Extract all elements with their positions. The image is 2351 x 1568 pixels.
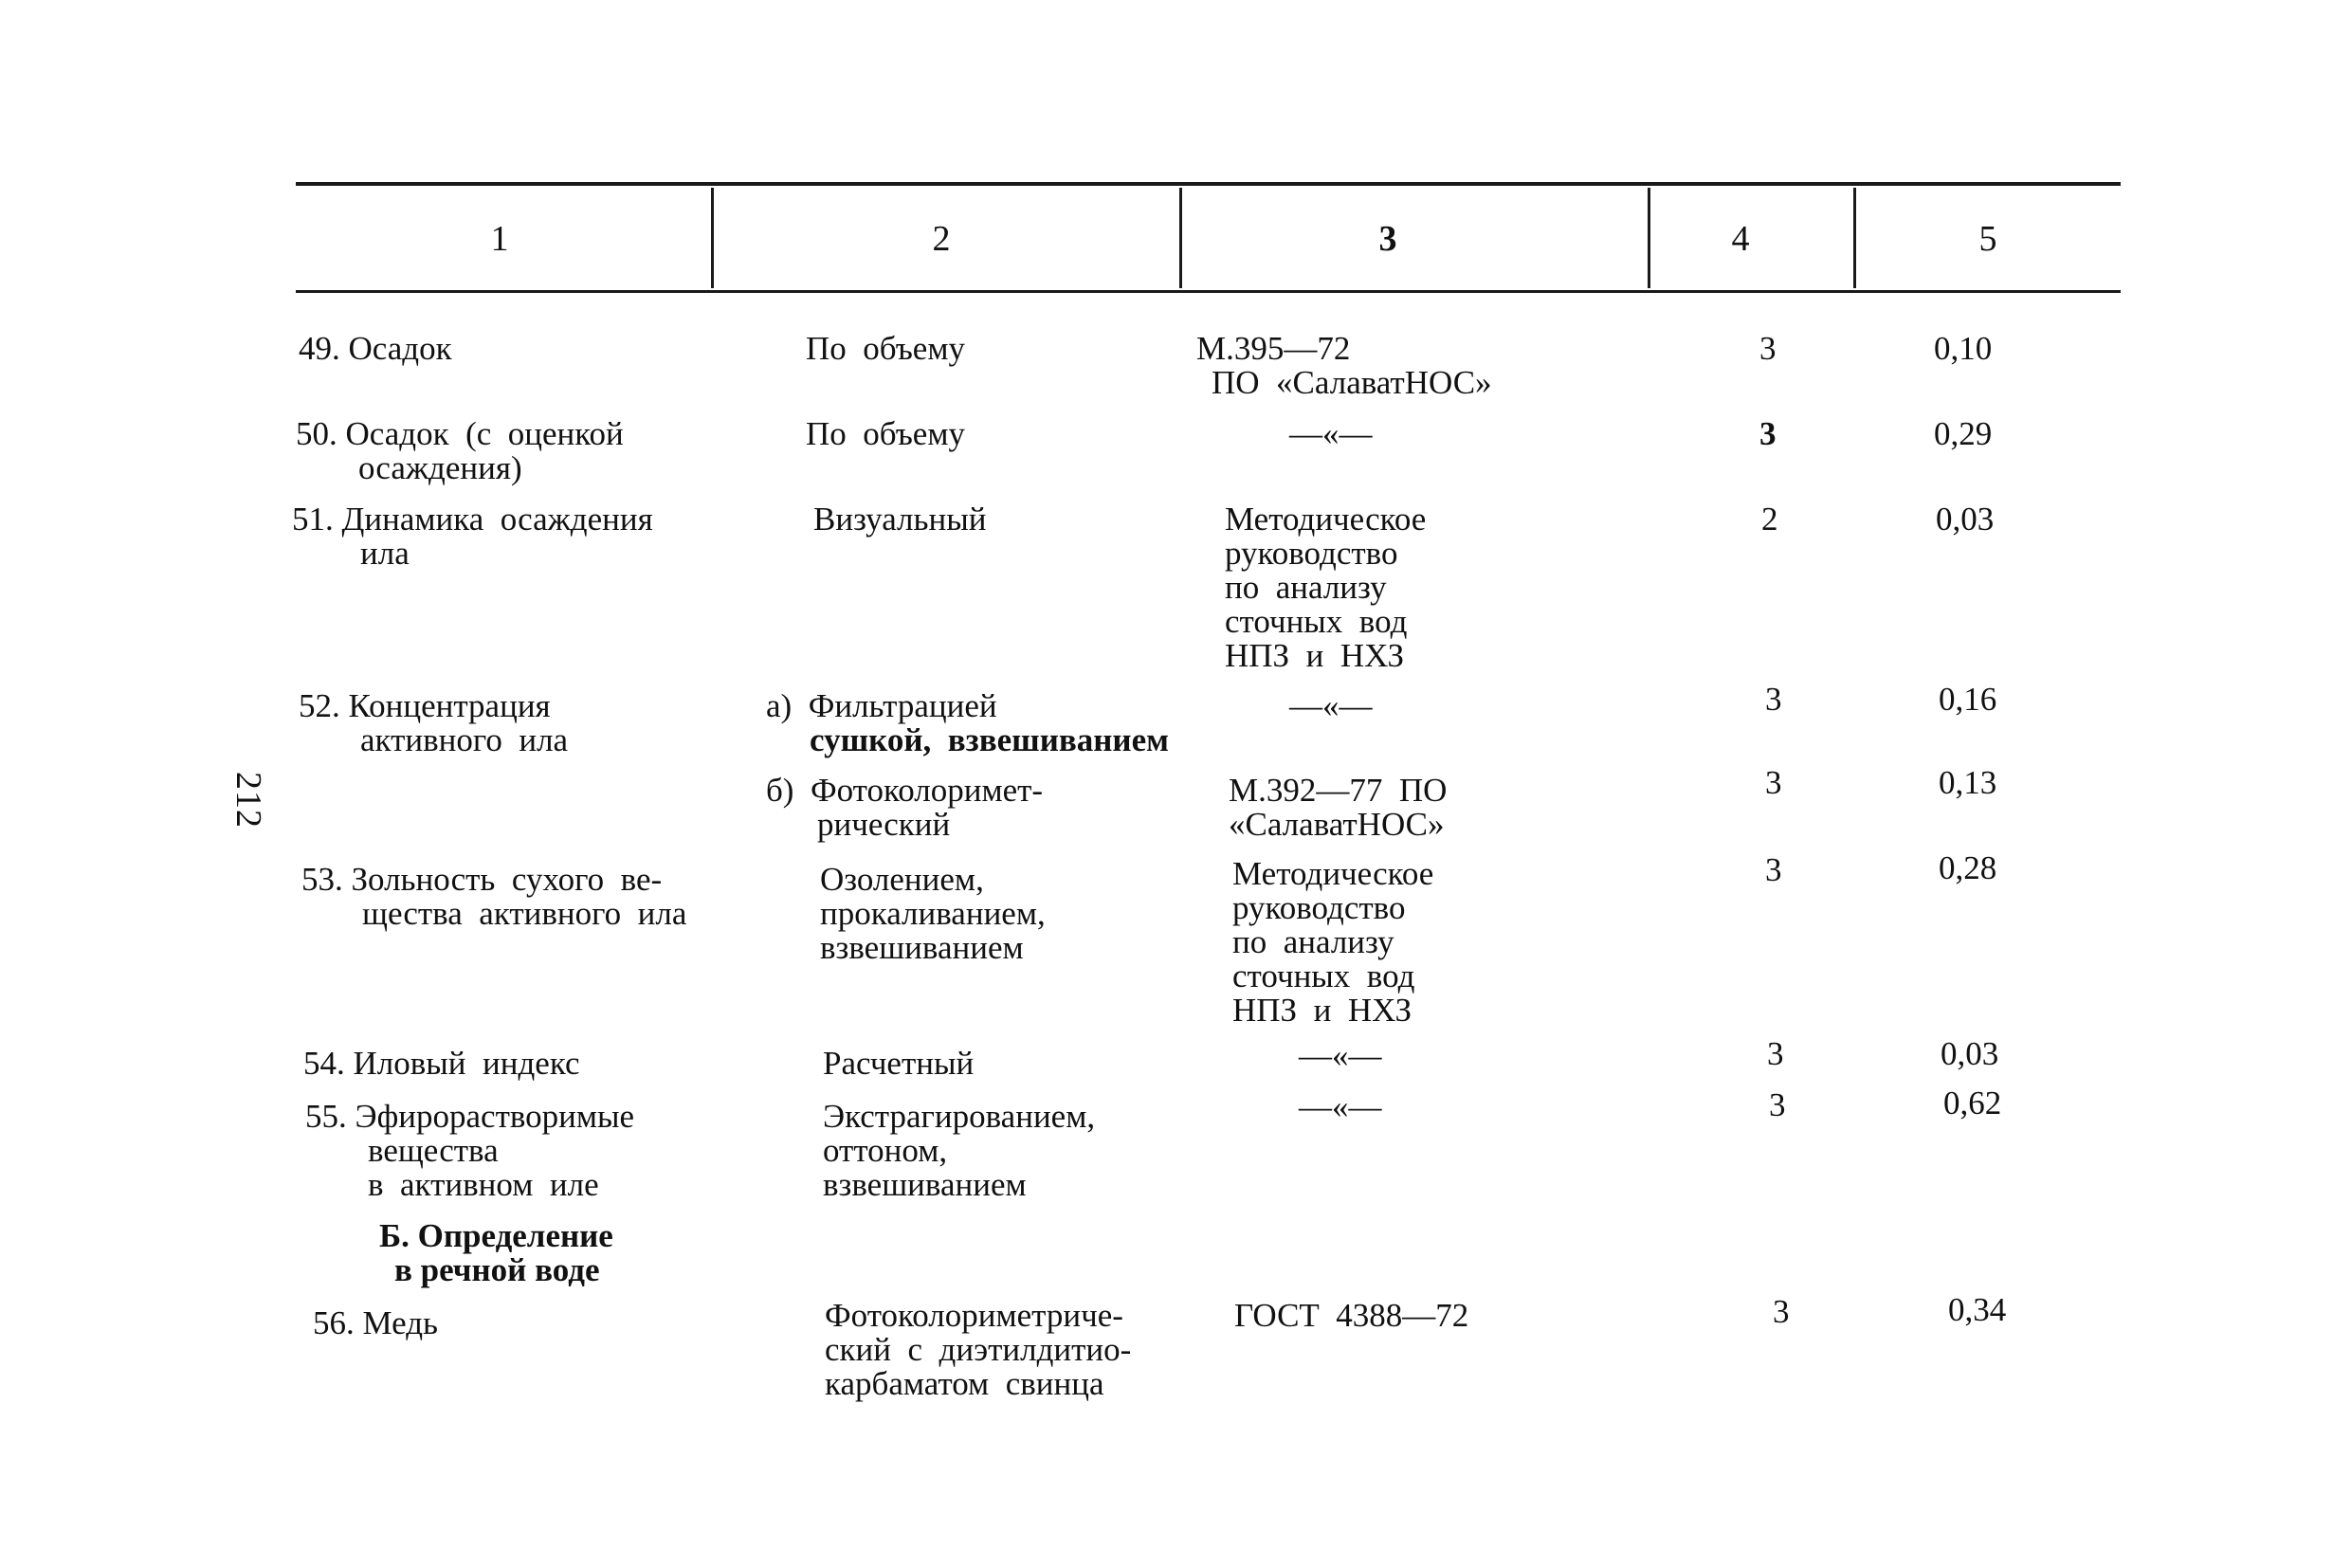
row-document: —«— [1289,415,1373,452]
row-col5: 0,16 [1939,681,1997,718]
row-col5: 0,03 [1936,501,1995,538]
column-divider [1853,188,1856,288]
column-divider [711,188,714,288]
row-document: НПЗ и НХЗ [1232,992,1412,1029]
row-method: ский с диэтилдитио- [825,1331,1132,1368]
row-col4: 3 [1759,415,1777,452]
row-document: —«— [1299,1088,1382,1125]
column-divider [1179,188,1182,288]
row-document: М.392—77 ПО [1229,772,1448,809]
row-document: Методическое [1232,855,1434,892]
row-method: оттоном, [823,1132,948,1169]
table-header-rule [296,290,2121,293]
row-method: Фотоколориметриче- [825,1297,1123,1334]
row-method: карбаматом свинца [825,1365,1104,1402]
row-name: 51. Динамика осаждения [292,501,653,538]
row-document: сточных вод [1232,957,1415,994]
column-header-1: 1 [490,219,509,259]
row-col5: 0,62 [1943,1085,2002,1121]
row-name: 49. Осадок [299,330,452,367]
row-col4: 3 [1767,1035,1784,1072]
row-method: По объему [806,330,965,367]
row-method: рический [817,806,951,843]
row-method: сушкой, взвешиванием [810,721,1169,758]
row-document: сточных вод [1225,603,1408,640]
column-header-2: 2 [932,219,951,259]
row-name: 55. Эфирорастворимые [305,1098,635,1135]
row-method: По объему [806,415,965,452]
row-name: 52. Концентрация [299,687,551,724]
row-document: «СалаватНОС» [1229,806,1445,843]
row-col5: 0,13 [1939,764,1997,801]
row-method: Расчетный [823,1045,975,1082]
row-name: щества активного ила [362,895,687,932]
row-name: 56. Медь [313,1304,439,1341]
row-method: а) Фильтрацией [766,687,997,724]
row-method: Озолением, [820,861,984,898]
row-document: —«— [1299,1037,1382,1074]
section-heading: в речной воде [394,1251,600,1288]
row-name: 54. Иловый индекс [303,1045,580,1082]
row-document: Методическое [1225,501,1427,538]
row-col5: 0,29 [1934,415,1993,452]
row-name: в активном иле [368,1166,599,1203]
row-method: Визуальный [813,501,987,538]
section-heading: Б. Определение [379,1217,613,1254]
row-name: ила [360,535,410,572]
row-document: НПЗ и НХЗ [1225,637,1405,674]
row-col4: 3 [1765,851,1782,888]
row-name: активного ила [360,721,569,758]
row-document: ПО «СалаватНОС» [1212,364,1492,401]
row-col5: 0,10 [1934,330,1993,367]
row-method: взвешиванием [820,929,1024,966]
row-name: осаждения) [358,449,522,486]
row-col4: 2 [1761,501,1778,538]
row-col4: 3 [1765,764,1782,801]
row-document: —«— [1289,687,1373,724]
row-col4: 3 [1769,1086,1786,1123]
row-name: 53. Зольность сухого ве- [301,861,663,898]
row-document: М.395—72 [1196,330,1351,367]
row-method: Экстрагированием, [823,1098,1096,1135]
row-name: вещества [368,1132,499,1169]
page-number: 212 [228,772,268,829]
row-col5: 0,03 [1941,1035,1999,1072]
row-col4: 3 [1765,681,1782,718]
column-divider [1648,188,1650,288]
row-col5: 0,28 [1939,849,1997,886]
row-document: по анализу [1232,923,1394,960]
column-header-5: 5 [1978,219,1997,259]
row-method: взвешиванием [823,1166,1027,1203]
row-name: 50. Осадок (с оценкой [296,415,624,452]
column-header-3: 3 [1378,219,1397,259]
row-document: ГОСТ 4388—72 [1234,1297,1469,1334]
row-document: руководство [1225,535,1398,572]
row-col5: 0,34 [1948,1291,2007,1328]
row-col4: 3 [1773,1293,1790,1330]
row-method: прокаливанием, [820,895,1046,932]
column-header-4: 4 [1731,219,1750,259]
row-document: по анализу [1225,569,1387,606]
row-col4: 3 [1759,330,1777,367]
row-document: руководство [1232,889,1406,926]
table-top-rule [296,182,2121,186]
row-method: б) Фотоколоримет- [766,772,1044,809]
